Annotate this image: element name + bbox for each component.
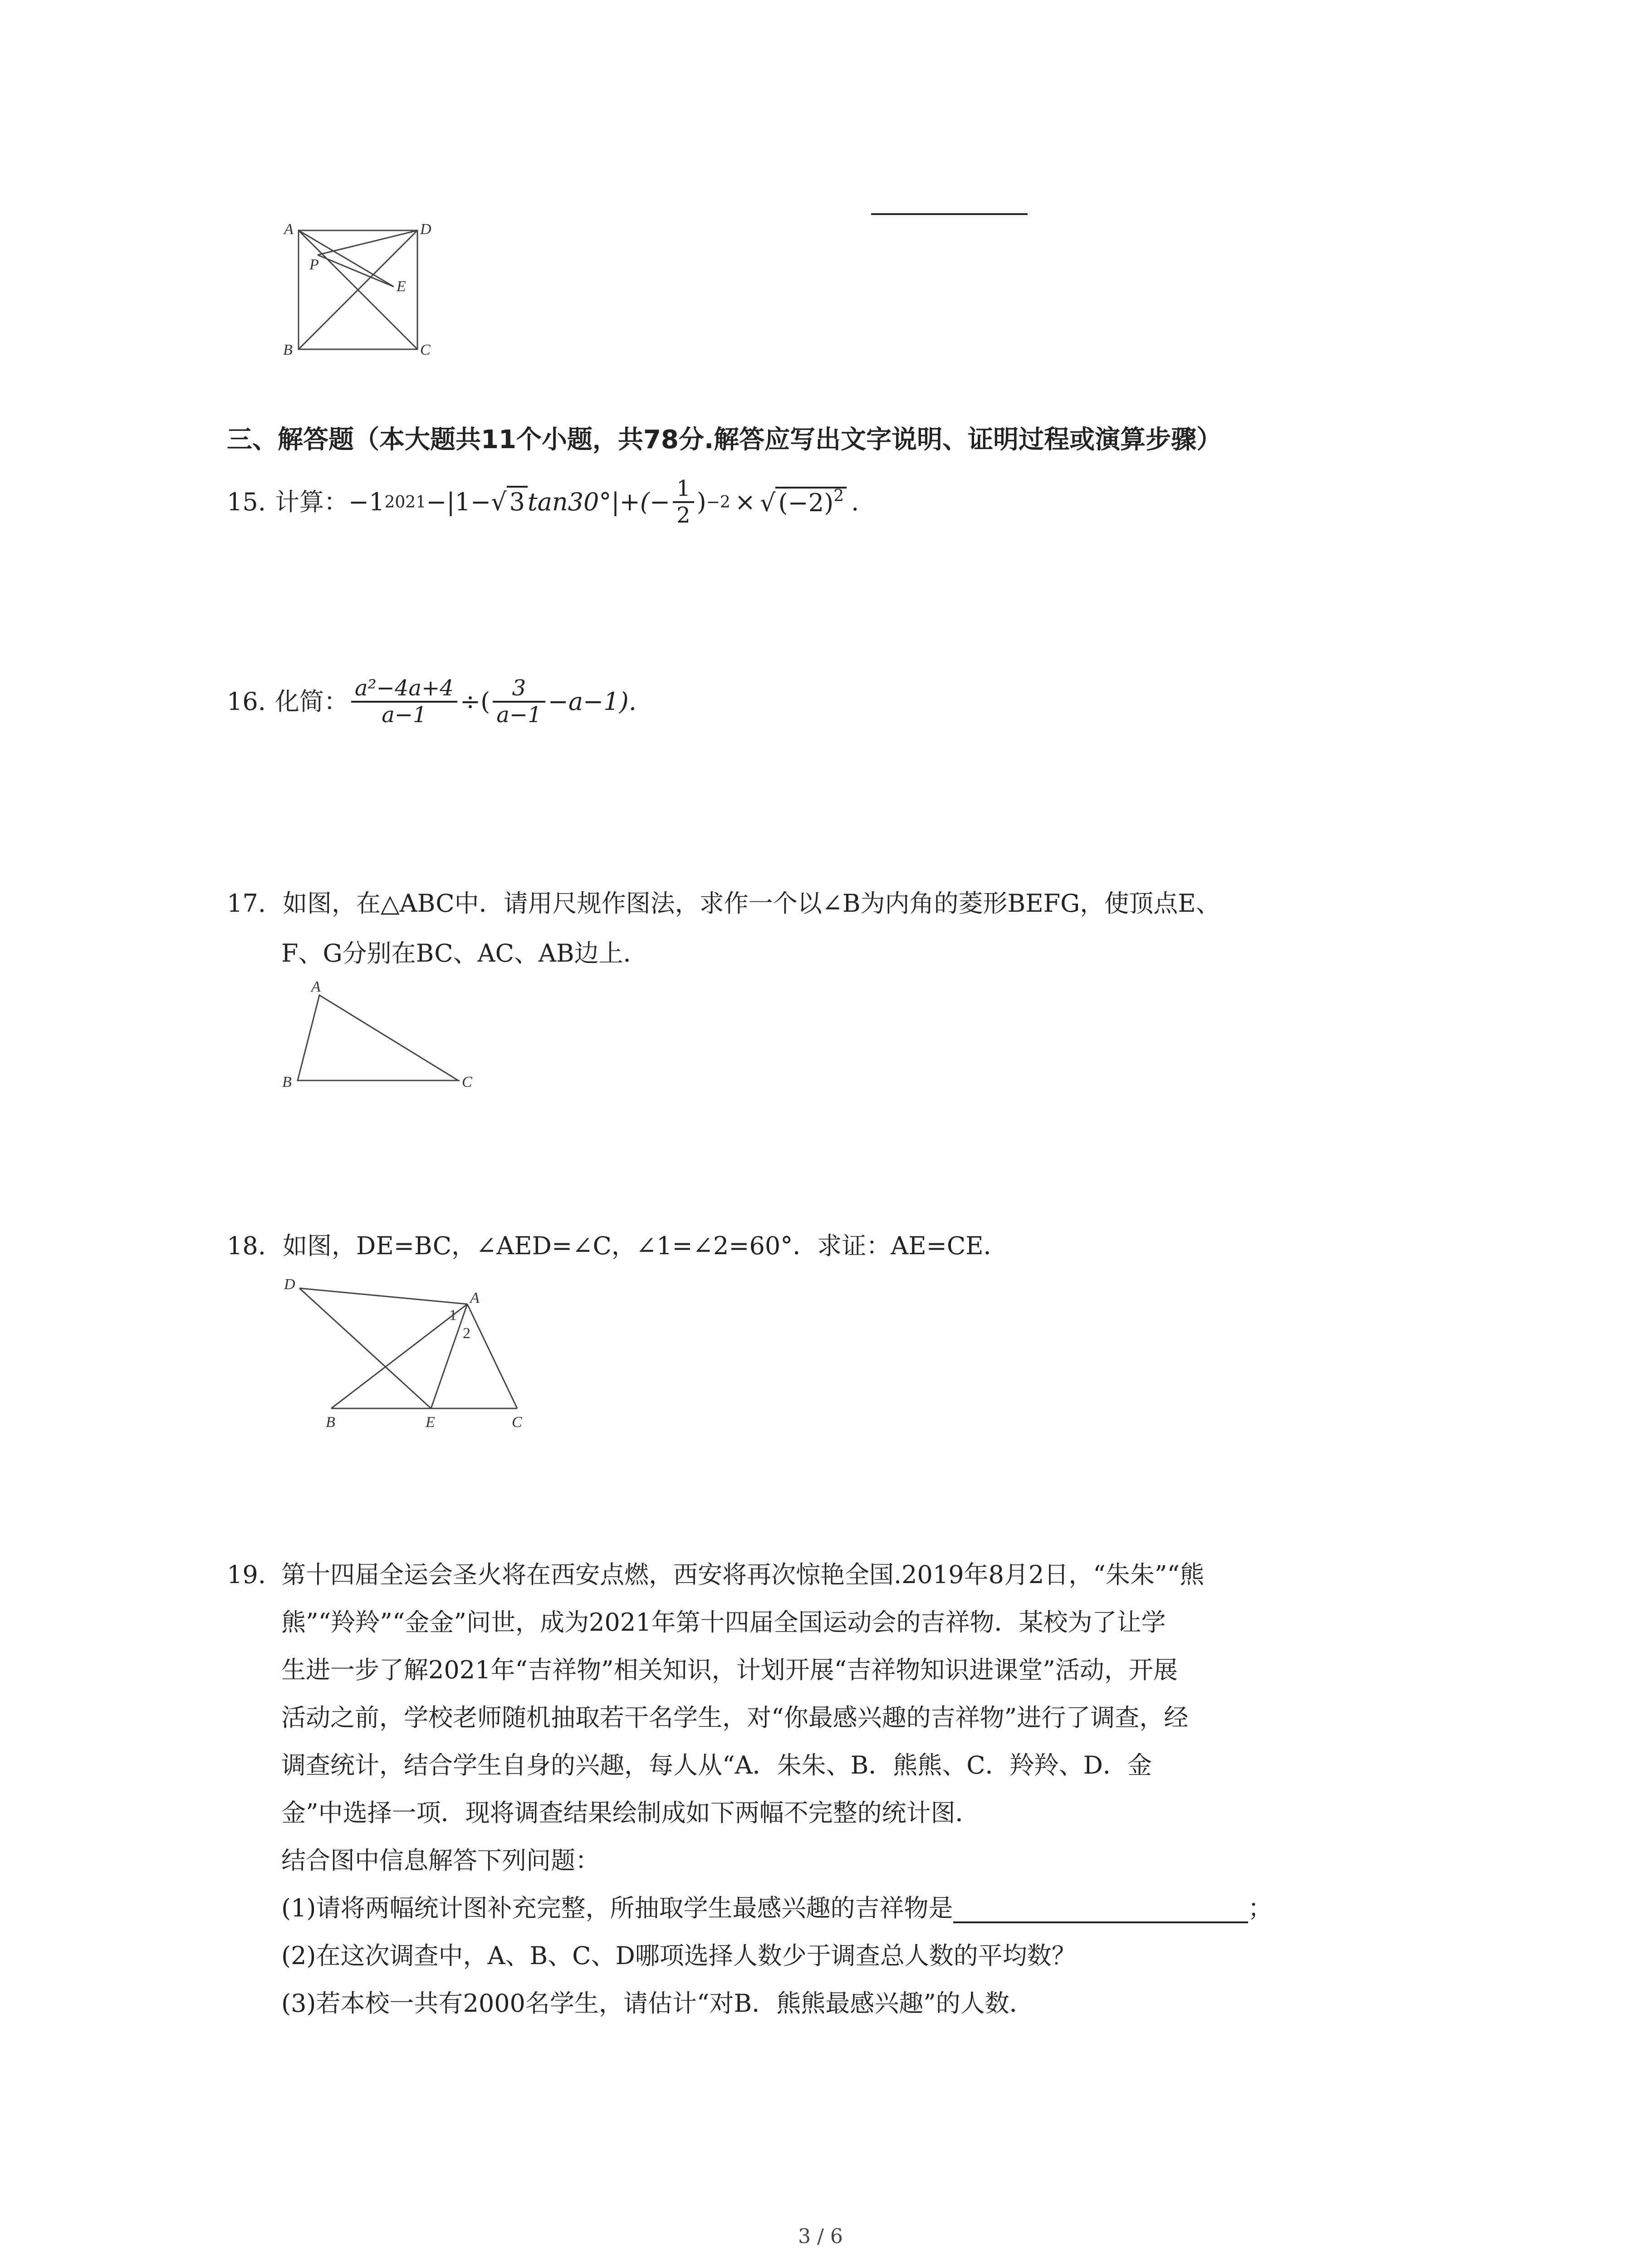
fig18-label-1: 1 [449,1307,457,1324]
q17-number: 17. [227,889,266,918]
label-D: D [420,221,431,238]
q19-line-3: 活动之前，学校老师随机抽取若干名学生，对“你最感兴趣的吉祥物”进行了调查，经 [281,1703,1189,1732]
q16-fraction-1 [351,676,457,728]
section-heading: 三、解答题（本大题共11个小题，共78分.解答应写出文字说明、证明过程或演算步骤） [227,425,1222,455]
question-17-line1 [227,889,1220,919]
q16-number: 16. [227,687,266,716]
q19-line-1: 熊”“羚羚”“金金”问世，成为2021年第十四届全国运动会的吉祥物．某校为了让学 [281,1608,1166,1637]
q18-line1: 如图，DE=BC，∠AED=∠C，∠1=∠2=60°．求证：AE=CE． [283,1232,1008,1260]
question-17-line2: F、G分别在BC、AC、AB边上． [281,939,648,968]
fig18-label-D: D [284,1276,295,1293]
q15-times: × [735,487,756,516]
q16-fraction-2 [493,676,545,728]
label-E: E [397,278,406,295]
fig18-label-E: E [426,1414,435,1431]
q15-sqrt-inner: (−2) [778,489,834,518]
q15-frac-den: 2 [676,503,691,528]
fig18-label-B: B [326,1414,335,1431]
q15-exp3: 2 [833,487,844,506]
q15-mid1: −|1− [426,487,491,516]
fig18-label-2: 2 [463,1325,470,1342]
q16-end: −a−1). [548,687,637,716]
q19-sub2: (2)在这次调查中，A、B、C、D哪项选择人数少于调查总人数的平均数？ [281,1941,1076,1970]
label-A: A [284,221,294,238]
fig18-label-C: C [512,1414,522,1431]
label-B: B [283,342,293,358]
figure-square [272,218,463,363]
q19-line-5: 金”中选择一项．现将调查结果绘制成如下两幅不完整的统计图． [281,1799,980,1827]
question-18 [227,1232,1008,1261]
question-16 [227,676,637,728]
q16-den1: a−1 [382,702,427,728]
tri-label-C: C [462,1074,472,1090]
q15-tan: tan30°|+(− [527,487,671,516]
q17-line1: 如图，在△ABC中．请用尺规作图法，求作一个以∠B为内角的菱形BEFG，使顶点E、 [283,889,1220,918]
q19-sub1-end: ； [1248,1894,1273,1922]
q19-line-2: 生进一步了解2021年“吉祥物”相关知识，计划开展“吉祥物知识进课堂”活动，开展 [281,1656,1178,1684]
q19-line-6: 结合图中信息解答下列问题： [281,1846,600,1875]
q15-end: . [851,487,859,516]
q19-sub1-text: (1)请将两幅统计图补充完整，所抽取学生最感兴趣的吉祥物是 [281,1894,953,1922]
q15-sqrt3: 3 [507,486,528,516]
tri-label-A: A [311,978,321,995]
q15-exp1: 2021 [384,493,426,512]
q16-den2: a−1 [496,702,542,728]
label-C: C [420,342,431,358]
q16-prefix: 化简： [274,687,348,716]
label-P: P [309,256,319,273]
q16-num2: 3 [493,676,545,703]
page-number: 3 / 6 [798,2225,843,2248]
q19-number: 19. [227,1560,266,1589]
q15-close: ) [696,487,706,516]
q15-number: 15. [227,487,266,516]
q15-frac-num: 1 [673,476,694,503]
q18-number: 18. [227,1232,266,1260]
fig18-label-A: A [470,1290,480,1306]
q16-div: ÷( [460,687,490,716]
question-15: 15. 计算：−1 2021 −|1− √ 3 tan30°|+(− $\frac{1}{2}$ ) −2 × √ $(-2)^2$ . [227,476,859,528]
figure-triangle-abc [272,975,490,1093]
q15-prefix: 计算：−1 [274,487,385,516]
q19-sub3: (3)若本校一共有2000名学生，请估计“对B．熊熊最感兴趣”的人数． [281,1989,1034,2018]
q19-line-4: 调查统计，结合学生自身的兴趣，每人从“A．朱朱、B．熊熊、C．羚羚、D．金 [281,1751,1152,1779]
q15-fraction [673,476,694,528]
q15-exp2: −2 [706,493,730,512]
q19-sub1 [281,1894,1273,1923]
figure-de-bc [272,1270,544,1433]
answer-blank-q19 [953,1894,1248,1923]
q16-num1: a²−4a+4 [351,676,457,703]
tri-label-B: B [282,1074,292,1090]
q19-line-0: 第十四届全运会圣火将在西安点燃，西安将再次惊艳全国.2019年8月2日，“朱朱”“熊 [281,1560,1205,1589]
answer-blank-top [871,213,1028,215]
